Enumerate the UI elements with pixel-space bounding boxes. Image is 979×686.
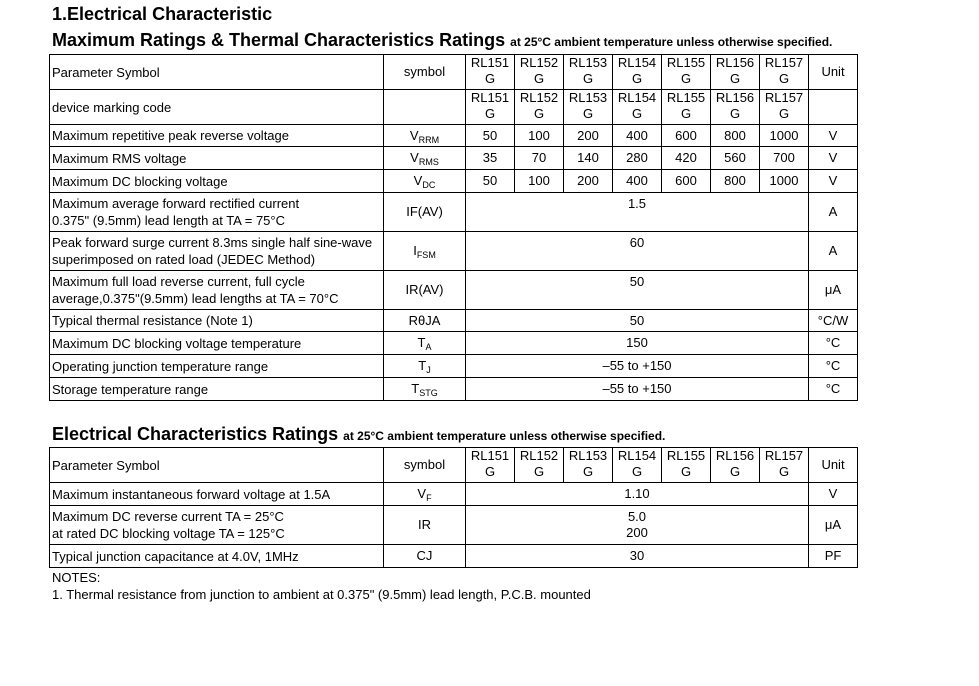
- parameter-cell: [50, 355, 384, 378]
- parameter-cell: [50, 125, 384, 147]
- parameter-text: 0.375" (9.5mm) lead length at TA = 75°C: [52, 213, 285, 228]
- parameter-text: Maximum instantaneous forward voltage at 1.5A: [52, 486, 331, 502]
- marking-code: [662, 90, 711, 125]
- model-header: [760, 55, 809, 90]
- value-cell: –55 to +150: [466, 378, 809, 401]
- value-cell: [466, 506, 809, 545]
- marking-row: [50, 90, 858, 125]
- unit-cell: V: [809, 170, 858, 193]
- symbol-main: IR(AV): [405, 282, 444, 297]
- value-cell: 800: [711, 170, 760, 193]
- model-header-line: RL152: [519, 55, 559, 70]
- marking-code-line: RL155: [666, 90, 706, 105]
- marking-code-line: RL157: [764, 90, 804, 105]
- value-cell: 50: [466, 125, 515, 147]
- model-header-line: G: [582, 464, 594, 479]
- symbol-cell: [384, 310, 466, 332]
- table-header-row: [50, 55, 858, 90]
- marking-code-line: G: [680, 106, 692, 121]
- header-parameter: Parameter Symbol: [50, 55, 384, 90]
- symbol-cell: [384, 332, 466, 355]
- value-cell: 140: [564, 147, 613, 170]
- marking-code-line: RL156: [715, 90, 755, 105]
- symbol-subscript: STG: [419, 388, 438, 398]
- model-header: [613, 55, 662, 90]
- symbol-cell: [384, 506, 466, 545]
- parameter-text: Typical junction capacitance at 4.0V, 1MHz: [52, 548, 299, 564]
- marking-code-line: G: [484, 106, 496, 121]
- model-header-line: G: [631, 71, 643, 86]
- parameter-text: average,0.375"(9.5mm) lead lengths at TA = 70°C: [52, 291, 339, 306]
- symbol-cell: [384, 355, 466, 378]
- symbol-subscript: J: [426, 365, 431, 375]
- model-header: [613, 448, 662, 483]
- model-header-line: RL155: [666, 448, 706, 463]
- marking-unit-empty: [809, 90, 858, 125]
- model-header-line: G: [533, 464, 545, 479]
- marking-code-line: G: [582, 106, 594, 121]
- parameter-text: Maximum DC blocking voltage temperature: [52, 335, 302, 351]
- symbol-main: V: [413, 173, 423, 188]
- model-header: [515, 448, 564, 483]
- unit-cell: PF: [809, 545, 858, 568]
- rating-row: [50, 193, 858, 232]
- value-cell: 420: [662, 147, 711, 170]
- rating-row: [50, 271, 858, 310]
- rating-row: [50, 147, 858, 170]
- model-header-line: G: [729, 464, 741, 479]
- parameter-cell: [50, 232, 384, 271]
- model-header: [466, 55, 515, 90]
- marking-code-line: G: [729, 106, 741, 121]
- value-cell: [466, 545, 809, 568]
- rating-row: [50, 332, 858, 355]
- value-cell: –55 to +150: [466, 355, 809, 378]
- value-line: 1.10: [624, 486, 650, 501]
- parameter-cell: [50, 90, 384, 125]
- parameter-text: Maximum average forward rectified current: [52, 196, 300, 211]
- value-cell: 100: [515, 125, 564, 147]
- parameter-text: Peak forward surge current 8.3ms single half sine-wave: [52, 235, 373, 250]
- value-cell: 50: [466, 310, 809, 332]
- header-unit: Unit: [809, 448, 858, 483]
- parameter-cell: [50, 332, 384, 355]
- unit-cell: A: [809, 232, 858, 271]
- marking-code: [515, 90, 564, 125]
- symbol-subscript: F: [426, 493, 432, 503]
- electrical-characteristics-table: [49, 447, 858, 568]
- parameter-text: Maximum RMS voltage: [52, 150, 187, 166]
- value-line: 200: [626, 525, 648, 540]
- value-cell: [466, 483, 809, 506]
- model-header: [760, 448, 809, 483]
- value-cell: 150: [466, 332, 809, 355]
- marking-code: [466, 90, 515, 125]
- parameter-text: Maximum DC blocking voltage: [52, 173, 228, 189]
- marking-code: [613, 90, 662, 125]
- marking-code-line: G: [778, 106, 790, 121]
- value-cell: 280: [613, 147, 662, 170]
- model-header-line: RL154: [617, 448, 657, 463]
- model-header: [466, 448, 515, 483]
- symbol-cell: [384, 193, 466, 232]
- parameter-cell: [50, 483, 384, 506]
- value-cell: 800: [711, 125, 760, 147]
- parameter-cell: [50, 506, 384, 545]
- unit-cell: V: [809, 147, 858, 170]
- max-ratings-table: [49, 54, 858, 401]
- model-header-line: RL156: [715, 55, 755, 70]
- model-header: [515, 55, 564, 90]
- rating-row: [50, 310, 858, 332]
- value-cell: 1000: [760, 125, 809, 147]
- marking-code-line: G: [631, 106, 643, 121]
- symbol-subscript: RMS: [418, 157, 439, 167]
- symbol-main: I: [413, 243, 417, 258]
- unit-cell: A: [809, 193, 858, 232]
- parameter-text: Typical thermal resistance (Note 1): [52, 313, 253, 328]
- symbol-main: IF(AV): [406, 204, 443, 219]
- unit-cell: °C: [809, 378, 858, 401]
- rating-row: [50, 170, 858, 193]
- parameter-cell: [50, 271, 384, 310]
- parameter-cell: [50, 170, 384, 193]
- parameter-text: at rated DC blocking voltage TA = 125°C: [52, 526, 285, 541]
- unit-cell: °C/W: [809, 310, 858, 332]
- model-header-line: RL151: [470, 448, 510, 463]
- value-cell: 50: [466, 271, 809, 310]
- symbol-subscript: RRM: [418, 134, 440, 145]
- value-cell: 400: [613, 170, 662, 193]
- value-cell: 1000: [760, 170, 809, 193]
- unit-cell: μA: [809, 506, 858, 545]
- marking-code-line: RL151: [470, 90, 510, 105]
- symbol-cell: [384, 483, 466, 506]
- model-header-line: RL154: [617, 55, 657, 70]
- model-header-line: RL152: [519, 448, 559, 463]
- value-cell: 1.5: [466, 193, 809, 232]
- symbol-cell: [384, 170, 466, 193]
- model-header: [564, 55, 613, 90]
- model-header-line: RL153: [568, 448, 608, 463]
- header-symbol: symbol: [384, 55, 466, 90]
- model-header: [564, 448, 613, 483]
- symbol-main: CJ: [416, 548, 433, 563]
- model-header-line: RL151: [470, 55, 510, 70]
- table1-heading: [52, 30, 832, 51]
- unit-cell: °C: [809, 355, 858, 378]
- notes: [52, 569, 591, 603]
- model-header-line: G: [533, 71, 545, 86]
- marking-code-line: RL152: [519, 90, 559, 105]
- value-cell: 600: [662, 170, 711, 193]
- value-cell: 400: [613, 125, 662, 147]
- table2-title: Electrical Characteristics Ratings: [52, 424, 339, 444]
- value-cell: 70: [515, 147, 564, 170]
- value-line: 5.0: [627, 509, 647, 524]
- parameter-cell: [50, 310, 384, 332]
- value-cell: 60: [466, 232, 809, 271]
- characteristic-row: [50, 545, 858, 568]
- model-header-line: RL155: [666, 55, 706, 70]
- model-header-line: RL157: [764, 448, 804, 463]
- note-item: 1. Thermal resistance from junction to ambient at 0.375" (9.5mm) lead length, P.C.B. mounted: [52, 587, 591, 602]
- symbol-main: T: [418, 358, 427, 373]
- parameter-cell: [50, 193, 384, 232]
- marking-symbol-empty: [384, 90, 466, 125]
- value-cell: 560: [711, 147, 760, 170]
- symbol-main: RθJA: [408, 312, 441, 328]
- rating-row: [50, 355, 858, 378]
- model-header-line: G: [582, 71, 594, 86]
- parameter-text: Maximum repetitive peak reverse voltage: [52, 128, 289, 143]
- symbol-main: V: [417, 486, 427, 501]
- unit-cell: μA: [809, 271, 858, 310]
- model-header-line: RL153: [568, 55, 608, 70]
- model-header-line: G: [680, 464, 692, 479]
- model-header: [711, 55, 760, 90]
- model-header-line: RL156: [715, 448, 755, 463]
- table2-condition: at 25°C ambient temperature unless otherwise specified.: [343, 429, 666, 443]
- model-header-line: G: [484, 464, 496, 479]
- value-cell: 700: [760, 147, 809, 170]
- symbol-cell: [384, 125, 466, 147]
- symbol-main: V: [409, 127, 419, 143]
- section-title: 1.Electrical Characteristic: [52, 4, 273, 24]
- value-cell: 50: [466, 170, 515, 193]
- table2-heading: [52, 424, 665, 445]
- parameter-text: device marking code: [52, 99, 172, 115]
- symbol-subscript: A: [425, 342, 432, 352]
- symbol-cell: [384, 271, 466, 310]
- symbol-cell: [384, 147, 466, 170]
- notes-title: NOTES:: [52, 570, 101, 585]
- table-header-row: [50, 448, 858, 483]
- header-unit: Unit: [809, 55, 858, 90]
- table1-condition: at 25°C ambient temperature unless otherwise specified.: [510, 35, 833, 49]
- characteristic-row: [50, 483, 858, 506]
- marking-code-line: RL154: [617, 90, 657, 105]
- parameter-cell: [50, 378, 384, 401]
- value-cell: 200: [564, 170, 613, 193]
- symbol-main: T: [411, 381, 420, 396]
- characteristic-row: [50, 506, 858, 545]
- parameter-text: Maximum DC reverse current TA = 25°C: [52, 509, 284, 524]
- model-header-line: G: [680, 71, 692, 86]
- value-line: 30: [629, 548, 645, 563]
- parameter-cell: [50, 545, 384, 568]
- symbol-main: IR: [418, 517, 431, 532]
- value-cell: 35: [466, 147, 515, 170]
- unit-cell: V: [809, 483, 858, 506]
- model-header-line: G: [778, 464, 790, 479]
- model-header-line: RL157: [764, 55, 804, 70]
- marking-code-line: G: [533, 106, 545, 121]
- symbol-cell: [384, 545, 466, 568]
- model-header: [662, 55, 711, 90]
- symbol-main: V: [410, 150, 419, 165]
- parameter-cell: [50, 147, 384, 170]
- marking-code: [711, 90, 760, 125]
- symbol-subscript: FSM: [416, 250, 436, 260]
- symbol-cell: [384, 232, 466, 271]
- model-header: [662, 448, 711, 483]
- model-header-line: G: [729, 71, 741, 86]
- model-header-line: G: [778, 71, 790, 86]
- value-cell: 100: [515, 170, 564, 193]
- unit-cell: °C: [809, 332, 858, 355]
- marking-code: [760, 90, 809, 125]
- rating-row: [50, 378, 858, 401]
- parameter-text: Storage temperature range: [52, 381, 209, 397]
- parameter-text: superimposed on rated load (JEDEC Method): [52, 252, 316, 267]
- model-header-line: G: [484, 71, 496, 86]
- unit-cell: V: [809, 125, 858, 147]
- symbol-main: T: [417, 335, 426, 350]
- value-cell: 600: [662, 125, 711, 147]
- marking-code-line: RL153: [568, 90, 608, 105]
- parameter-text: Maximum full load reverse current, full cycle: [52, 274, 305, 289]
- symbol-subscript: DC: [422, 180, 436, 190]
- rating-row: [50, 232, 858, 271]
- model-header-line: G: [631, 464, 643, 479]
- model-header: [711, 448, 760, 483]
- rating-row: [50, 125, 858, 147]
- table1-title: Maximum Ratings & Thermal Characteristics Ratings: [52, 30, 506, 50]
- parameter-text: Operating junction temperature range: [52, 358, 269, 374]
- symbol-cell: [384, 378, 466, 401]
- value-cell: 200: [564, 125, 613, 147]
- header-symbol: symbol: [384, 448, 466, 483]
- header-parameter: Parameter Symbol: [50, 448, 384, 483]
- marking-code: [564, 90, 613, 125]
